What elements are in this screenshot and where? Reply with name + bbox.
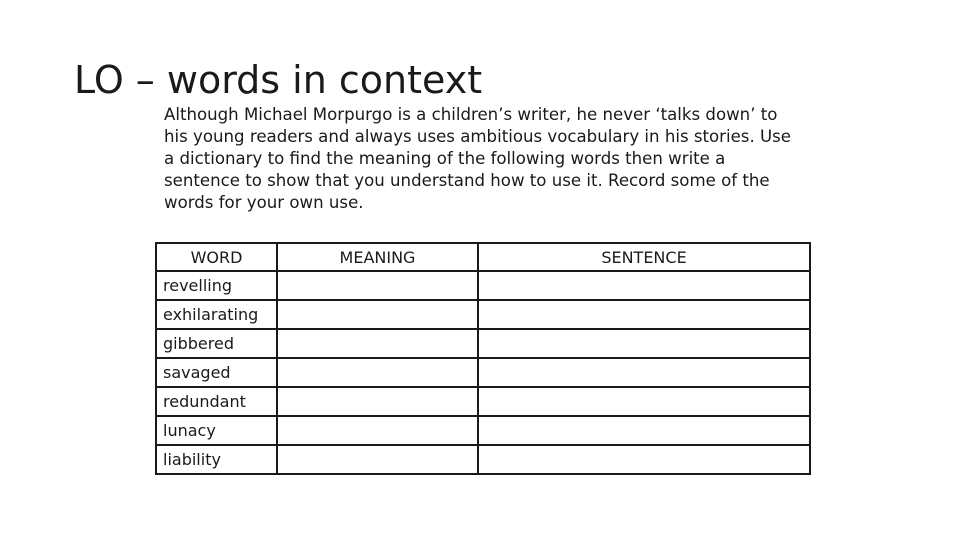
word-cell: lunacy <box>156 416 277 445</box>
table-row <box>156 300 810 329</box>
meaning-cell[interactable] <box>277 358 478 387</box>
header-word: WORD <box>156 243 277 271</box>
word-cell: gibbered <box>156 329 277 358</box>
table-row <box>156 445 810 474</box>
word-cell: revelling <box>156 271 277 300</box>
header-sentence: SENTENCE <box>478 243 810 271</box>
word-cell: liability <box>156 445 277 474</box>
meaning-cell[interactable] <box>277 329 478 358</box>
sentence-cell[interactable] <box>478 387 810 416</box>
header-meaning: MEANING <box>277 243 478 271</box>
word-cell: redundant <box>156 387 277 416</box>
meaning-cell[interactable] <box>277 387 478 416</box>
sentence-cell[interactable] <box>478 445 810 474</box>
table-row <box>156 271 810 300</box>
vocabulary-table <box>155 242 811 475</box>
meaning-cell[interactable] <box>277 416 478 445</box>
slide-title: LO – words in context <box>74 58 483 102</box>
word-cell: savaged <box>156 358 277 387</box>
sentence-cell[interactable] <box>478 300 810 329</box>
meaning-cell[interactable] <box>277 300 478 329</box>
word-cell: exhilarating <box>156 300 277 329</box>
table-header-row <box>156 243 810 271</box>
table-row <box>156 358 810 387</box>
sentence-cell[interactable] <box>478 416 810 445</box>
sentence-cell[interactable] <box>478 329 810 358</box>
meaning-cell[interactable] <box>277 271 478 300</box>
table-row <box>156 329 810 358</box>
sentence-cell[interactable] <box>478 271 810 300</box>
sentence-cell[interactable] <box>478 358 810 387</box>
intro-paragraph: Although Michael Morpurgo is a children’s writer, he never ‘talks down’ to his young readers and always uses ambitious vocabulary in his stories. Use a dictionary to find the meaning of the following words then write a sentence to show that you understand how to use it. Record some of the words for your own use. <box>164 105 792 212</box>
meaning-cell[interactable] <box>277 445 478 474</box>
table-row <box>156 416 810 445</box>
table-row <box>156 387 810 416</box>
